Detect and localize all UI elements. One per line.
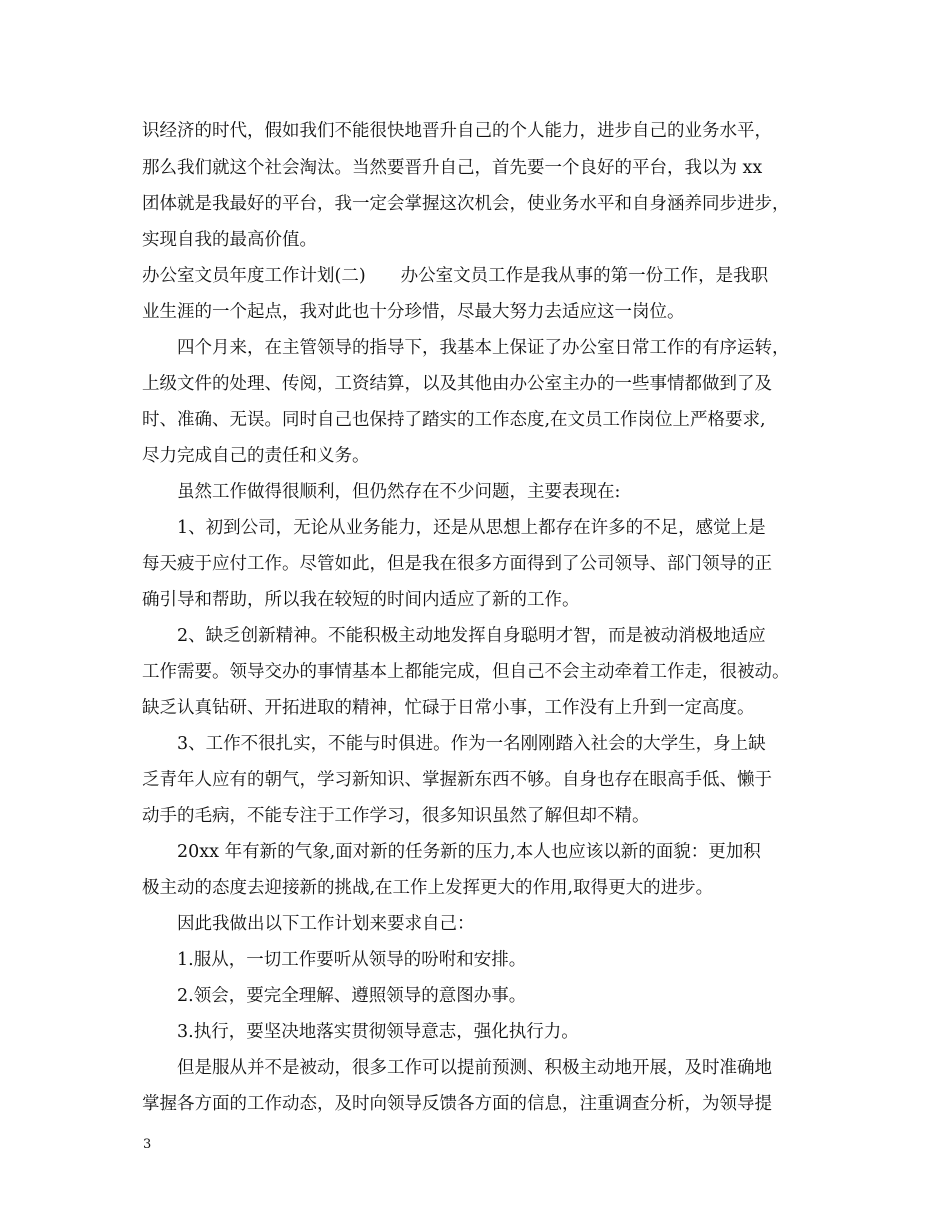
text-line: 四个月来，在主管领导的指导下，我基本上保证了办公室日常工作的有序运转， xyxy=(177,338,790,358)
text-line: 乏青年人应有的朝气，学习新知识、掌握新东西不够。自身也存在眼高手低、懒于 xyxy=(142,770,772,790)
text-line: 业生涯的一个起点，我对此也十分珍惜，尽最大努力去适应这一岗位。 xyxy=(142,302,685,322)
text-line: 1、初到公司，无论从业务能力，还是从思想上都存在许多的不足，感觉上是 xyxy=(177,518,766,538)
text-line: 但是服从并不是被动，很多工作可以提前预测、积极主动地开展，及时准确地 xyxy=(177,1058,772,1078)
text-line: 2.领会，要完全理解、遵照领导的意图办事。 xyxy=(177,986,527,1006)
text-line: 缺乏认真钻研、开拓进取的精神，忙碌于日常小事，工作没有上升到一定高度。 xyxy=(142,698,755,718)
text-line: 办公室文员年度工作计划(二) 办公室文员工作是我从事的第一份工作，是我职 xyxy=(142,266,769,286)
text-line: 3.执行，要坚决地落实贯彻领导意志，强化执行力。 xyxy=(177,1022,579,1042)
text-line: 1.服从，一切工作要听从领导的吩咐和安排。 xyxy=(177,950,527,970)
text-line: 因此我做出以下工作计划来要求自己： xyxy=(177,914,475,934)
text-line: 确引导和帮助，所以我在较短的时间内适应了新的工作。 xyxy=(142,590,580,610)
text-line: 3、工作不很扎实，不能与时俱进。作为一名刚刚踏入社会的大学生，身上缺 xyxy=(177,734,766,754)
text-line: 掌握各方面的工作动态，及时向领导反馈各方面的信息，注重调查分析，为领导提 xyxy=(142,1094,772,1114)
text-line: 识经济的时代，假如我们不能很快地晋升自己的个人能力，进步自己的业务水平， xyxy=(142,121,772,141)
text-line: 20xx 年有新的气象,面对新的任务新的压力,本人也应该以新的面貌：更加积 xyxy=(177,842,761,862)
text-line: 尽力完成自己的责任和义务。 xyxy=(142,446,370,466)
text-line: 上级文件的处理、传阅，工资结算，以及其他由办公室主办的一些事情都做到了及 xyxy=(142,374,772,394)
text-line: 工作需要。领导交办的事情基本上都能完成，但自己不会主动牵着工作走，很被动。 xyxy=(142,662,790,682)
text-line: 动手的毛病，不能专注于工作学习，很多知识虽然了解但却不精。 xyxy=(142,806,650,826)
text-line: 团体就是我最好的平台，我一定会掌握这次机会，使业务水平和自身涵养同步进步， xyxy=(142,194,790,214)
text-line: 虽然工作做得很顺利，但仍然存在不少问题，主要表现在: xyxy=(177,482,621,502)
text-line: 实现自我的最高价值。 xyxy=(142,230,317,250)
text-line: 2、缺乏创新精神。不能积极主动地发挥自身聪明才智，而是被动消极地适应 xyxy=(177,626,766,646)
text-line: 极主动的态度去迎接新的挑战,在工作上发挥更大的作用,取得更大的进步。 xyxy=(142,878,714,898)
page-number: 3 xyxy=(143,1137,152,1152)
text-line: 时、准确、无误。同时自己也保持了踏实的工作态度,在文员工作岗位上严格要求, xyxy=(142,410,766,430)
text-line: 那么我们就这个社会淘汰。当然要晋升自己，首先要一个良好的平台，我以为 xx xyxy=(142,158,763,178)
text-line: 每天疲于应付工作。尽管如此，但是我在很多方面得到了公司领导、部门领导的正 xyxy=(142,554,772,574)
